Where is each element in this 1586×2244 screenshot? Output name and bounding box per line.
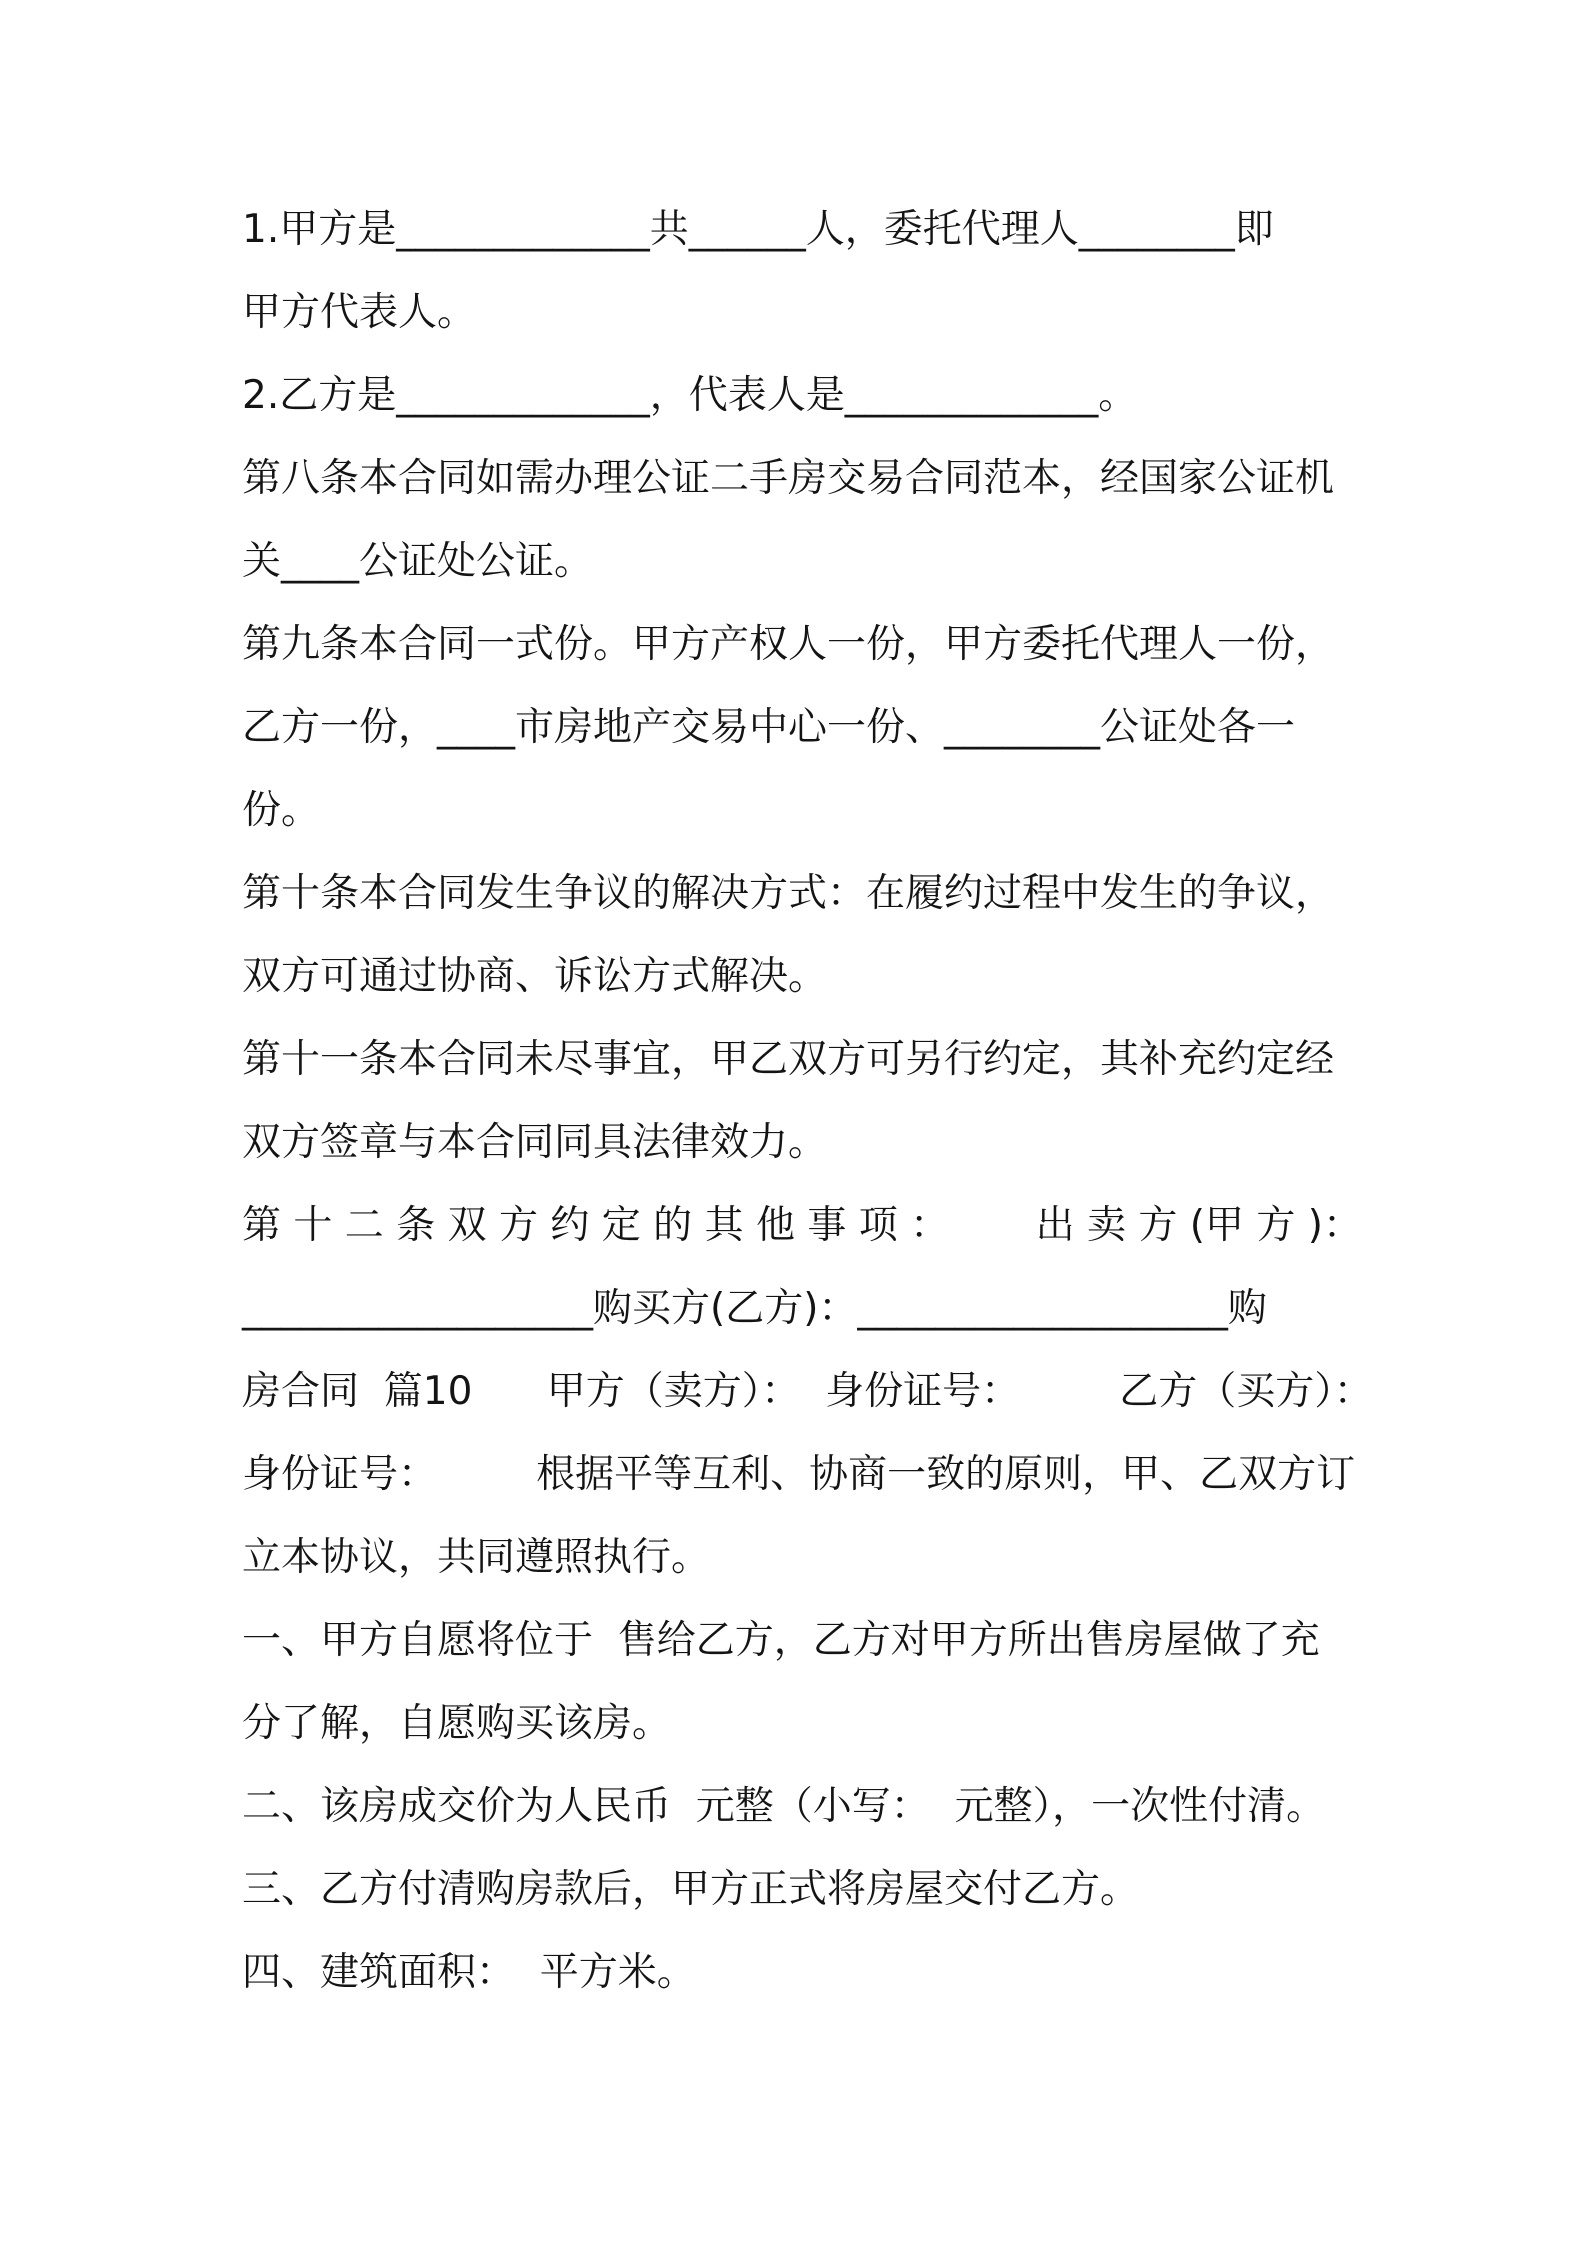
text-line: 二、该房成交价为人民币 元整（小写： 元整），一次性付清。 [242, 1784, 1326, 1829]
seller-label: 出 卖 方 (甲 方 )： [1035, 1203, 1362, 1248]
text-line: 立本协议，共同遵照执行。 [242, 1535, 711, 1580]
text-line: 双方签章与本合同同具法律效力。 [242, 1120, 828, 1165]
text-line: 份。 [242, 788, 321, 833]
text-line: __________________购买方(乙方)：___________________购 [242, 1286, 1267, 1331]
text-line: 身份证号： 根据平等互利、协商一致的原则，甲、乙双方订 [242, 1452, 1356, 1497]
text-line: 2.乙方是_____________，代表人是_____________。 [242, 373, 1138, 418]
text-line: 1.甲方是_____________共______人，委托代理人________即 [242, 207, 1274, 252]
text-line: 关____公证处公证。 [242, 539, 594, 584]
text-line: 房合同 篇10 甲方（卖方）： 身份证号： 乙方（买方）： [242, 1369, 1373, 1414]
text-line: 一、甲方自愿将位于 售给乙方，乙方对甲方所出售房屋做了充 [242, 1618, 1320, 1663]
text-line: 第十条本合同发生争议的解决方式：在履约过程中发生的争议， [242, 871, 1335, 916]
text-line: 双方可通过协商、诉讼方式解决。 [242, 954, 828, 999]
text-line: 乙方一份，____市房地产交易中心一份、________公证处各一 [242, 705, 1296, 750]
text-line: 第九条本合同一式份。甲方产权人一份，甲方委托代理人一份， [242, 622, 1335, 667]
text-line: 分了解，自愿购买该房。 [242, 1701, 672, 1746]
text-line: 四、建筑面积： 平方米。 [242, 1950, 696, 1995]
text-line: 第八条本合同如需办理公证二手房交易合同范本，经国家公证机 [242, 456, 1335, 501]
text-line: 第十一条本合同未尽事宜，甲乙双方可另行约定，其补充约定经 [242, 1037, 1335, 1082]
text-line: 三、乙方付清购房款后，甲方正式将房屋交付乙方。 [242, 1867, 1140, 1912]
text-line-article-12 [242, 1196, 1362, 1279]
article-12-heading: 第 十 二 条 双 方 约 定 的 其 他 事 项 ： [242, 1203, 950, 1248]
text-line: 甲方代表人。 [242, 290, 477, 335]
contract-text [242, 200, 1373, 2026]
